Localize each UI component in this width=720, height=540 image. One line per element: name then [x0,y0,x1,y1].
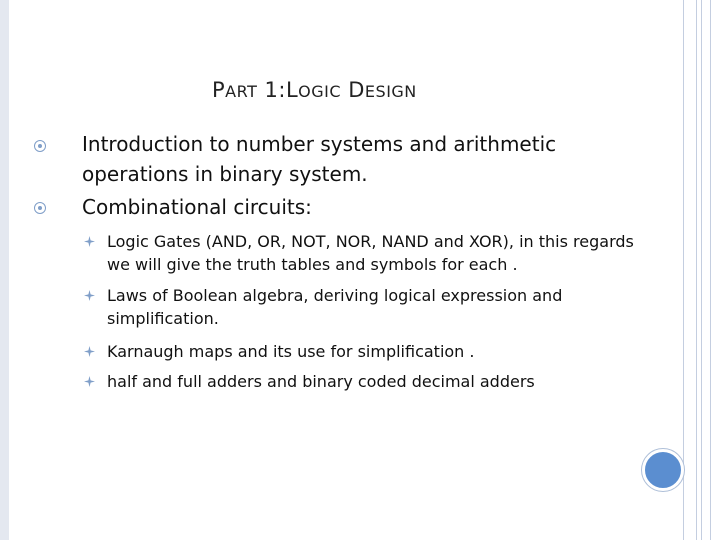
sub-bullet-item: half and full adders and binary coded decimal adders [107,372,535,391]
decorative-circle [642,449,684,491]
title-part: ART [225,82,258,101]
sparkle-bullet-icon [84,346,95,357]
title-part: D [341,78,365,102]
bullet-item: Introduction to number systems and arithmetic operations in binary system. [82,132,557,186]
sparkle-bullet-icon [84,290,95,301]
left-frame-stripe [0,0,9,540]
title-part: L [285,78,299,102]
sub-bullet-item: Karnaugh maps and its use for simplification . [107,342,475,361]
right-frame-stripe-inner [701,0,711,540]
sparkle-bullet-icon [84,376,95,387]
bullet-item: Combinational circuits: [82,195,312,219]
title-part: P [212,78,226,102]
right-frame-stripe [683,0,697,540]
ring-bullet-icon [34,202,46,214]
slide-title [212,78,417,102]
sparkle-bullet-icon [84,236,95,247]
title-part: OGIC [298,82,342,101]
sub-bullet-item: Logic Gates (AND, OR, NOT, NOR, NAND and XOR), in this regards we will give the truth tables and symbols for each . [107,232,634,274]
ring-bullet-icon [34,140,46,152]
sub-bullet-item: Laws of Boolean algebra, deriving logical expression and simplification. [107,286,563,328]
title-part: 1: [257,78,286,102]
title-part: ESIGN [364,82,417,101]
